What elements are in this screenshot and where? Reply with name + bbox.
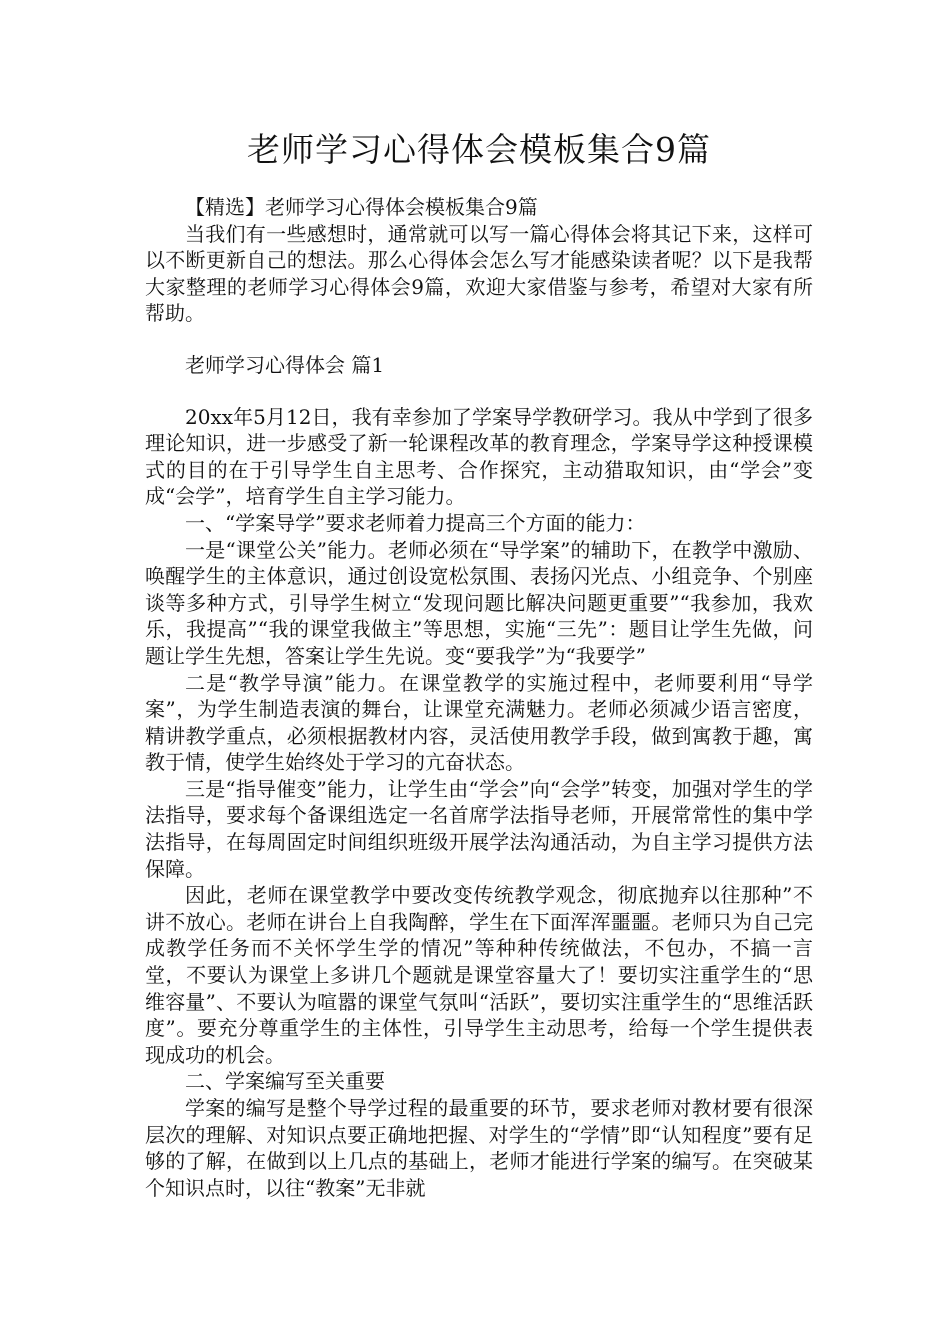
body-paragraph-6: 学案的编写是整个导学过程的最重要的环节，要求老师对教材要有很深层次的理解、对知识点要正确地把握、对学生的“学情”即“认知程度”要有足够的了解，在做到以上几点的基础上，老师才能进行学案的编写。在突破某个知识点时，以往“教案”无非就 xyxy=(145,1096,813,1200)
section-heading-1: 老师学习心得体会 篇1 xyxy=(185,352,385,377)
document-page xyxy=(145,120,813,1201)
body-paragraph-2: 一是“课堂公关”能力。老师必须在“导学案”的辅助下，在教学中激励、唤醒学生的主体意识，通过创设宽松氛围、表扬闪光点、小组竞争、个别座谈等多种方式，引导学生树立“发现问题比解决问题更重要”“我参加，我欢乐，我提高”“我的课堂我做主”等思想，实施“三先”：题目让学生先做，问题让学生先想，答案让学生先说。变“要我学”为“我要学” xyxy=(145,537,813,668)
body-paragraph-3: 二是“教学导演”能力。在课堂教学的实施过程中，老师要利用“导学案”，为学生制造表演的舞台，让课堂充满魅力。老师必须减少语言密度，精讲教学重点，必须根据教材内容，灵活使用教学手段，做到寓教于趣，寓教于情，使学生始终处于学习的亢奋状态。 xyxy=(145,670,813,775)
document-title: 老师学习心得体会模板集合9篇 xyxy=(247,130,711,169)
body-paragraph-1: 20xx年5月12日，我有幸参加了学案导学教研学习。我从中学到了很多理论知识，进一步感受了新一轮课程改革的教育理念，学案导学这种授课模式的目的在于引导学生自主思考、合作探究，主动猎取知识，由“学会”变成“会学”，培育学生自主学习能力。 xyxy=(145,404,813,509)
intro-paragraph: 当我们有一些感想时，通常就可以写一篇心得体会将其记下来，这样可以不断更新自己的想法。那么心得体会怎么写才能感染读者呢？以下是我帮大家整理的老师学习心得体会9篇，欢迎大家借鉴与参考，希望对大家有所帮助。 xyxy=(145,221,813,326)
intro-label: 【精选】老师学习心得体会模板集合9篇 xyxy=(185,195,538,219)
subheading-1: 一、“学案导学”要求老师着力提高三个方面的能力： xyxy=(185,510,646,535)
subheading-2: 二、学案编写至关重要 xyxy=(185,1069,385,1094)
body-paragraph-5: 因此，老师在课堂教学中要改变传统教学观念，彻底抛弃以往那种”不讲不放心。老师在讲台上自我陶醉，学生在下面浑浑噩噩。老师只为自己完成教学任务而不关怀学生学的情况”等种种传统做法，不包办，不搞一言堂，不要认为课堂上多讲几个题就是课堂容量大了！要切实注重学生的“思维容量”、不要认为喧嚣的课堂气氛叫“活跃”，要切实注重学生的“思维活跃度”。要充分尊重学生的主体性，引导学生主动思考，给每一个学生提供表现成功的机会。 xyxy=(145,883,813,1067)
body-paragraph-4: 三是“指导催变”能力，让学生由“学会”向“会学”转变，加强对学生的学法指导，要求每个备课组选定一名首席学法指导老师，开展常常性的集中学法指导，在每周固定时间组织班级开展学法沟通活动，为自主学习提供方法保障。 xyxy=(145,776,813,881)
